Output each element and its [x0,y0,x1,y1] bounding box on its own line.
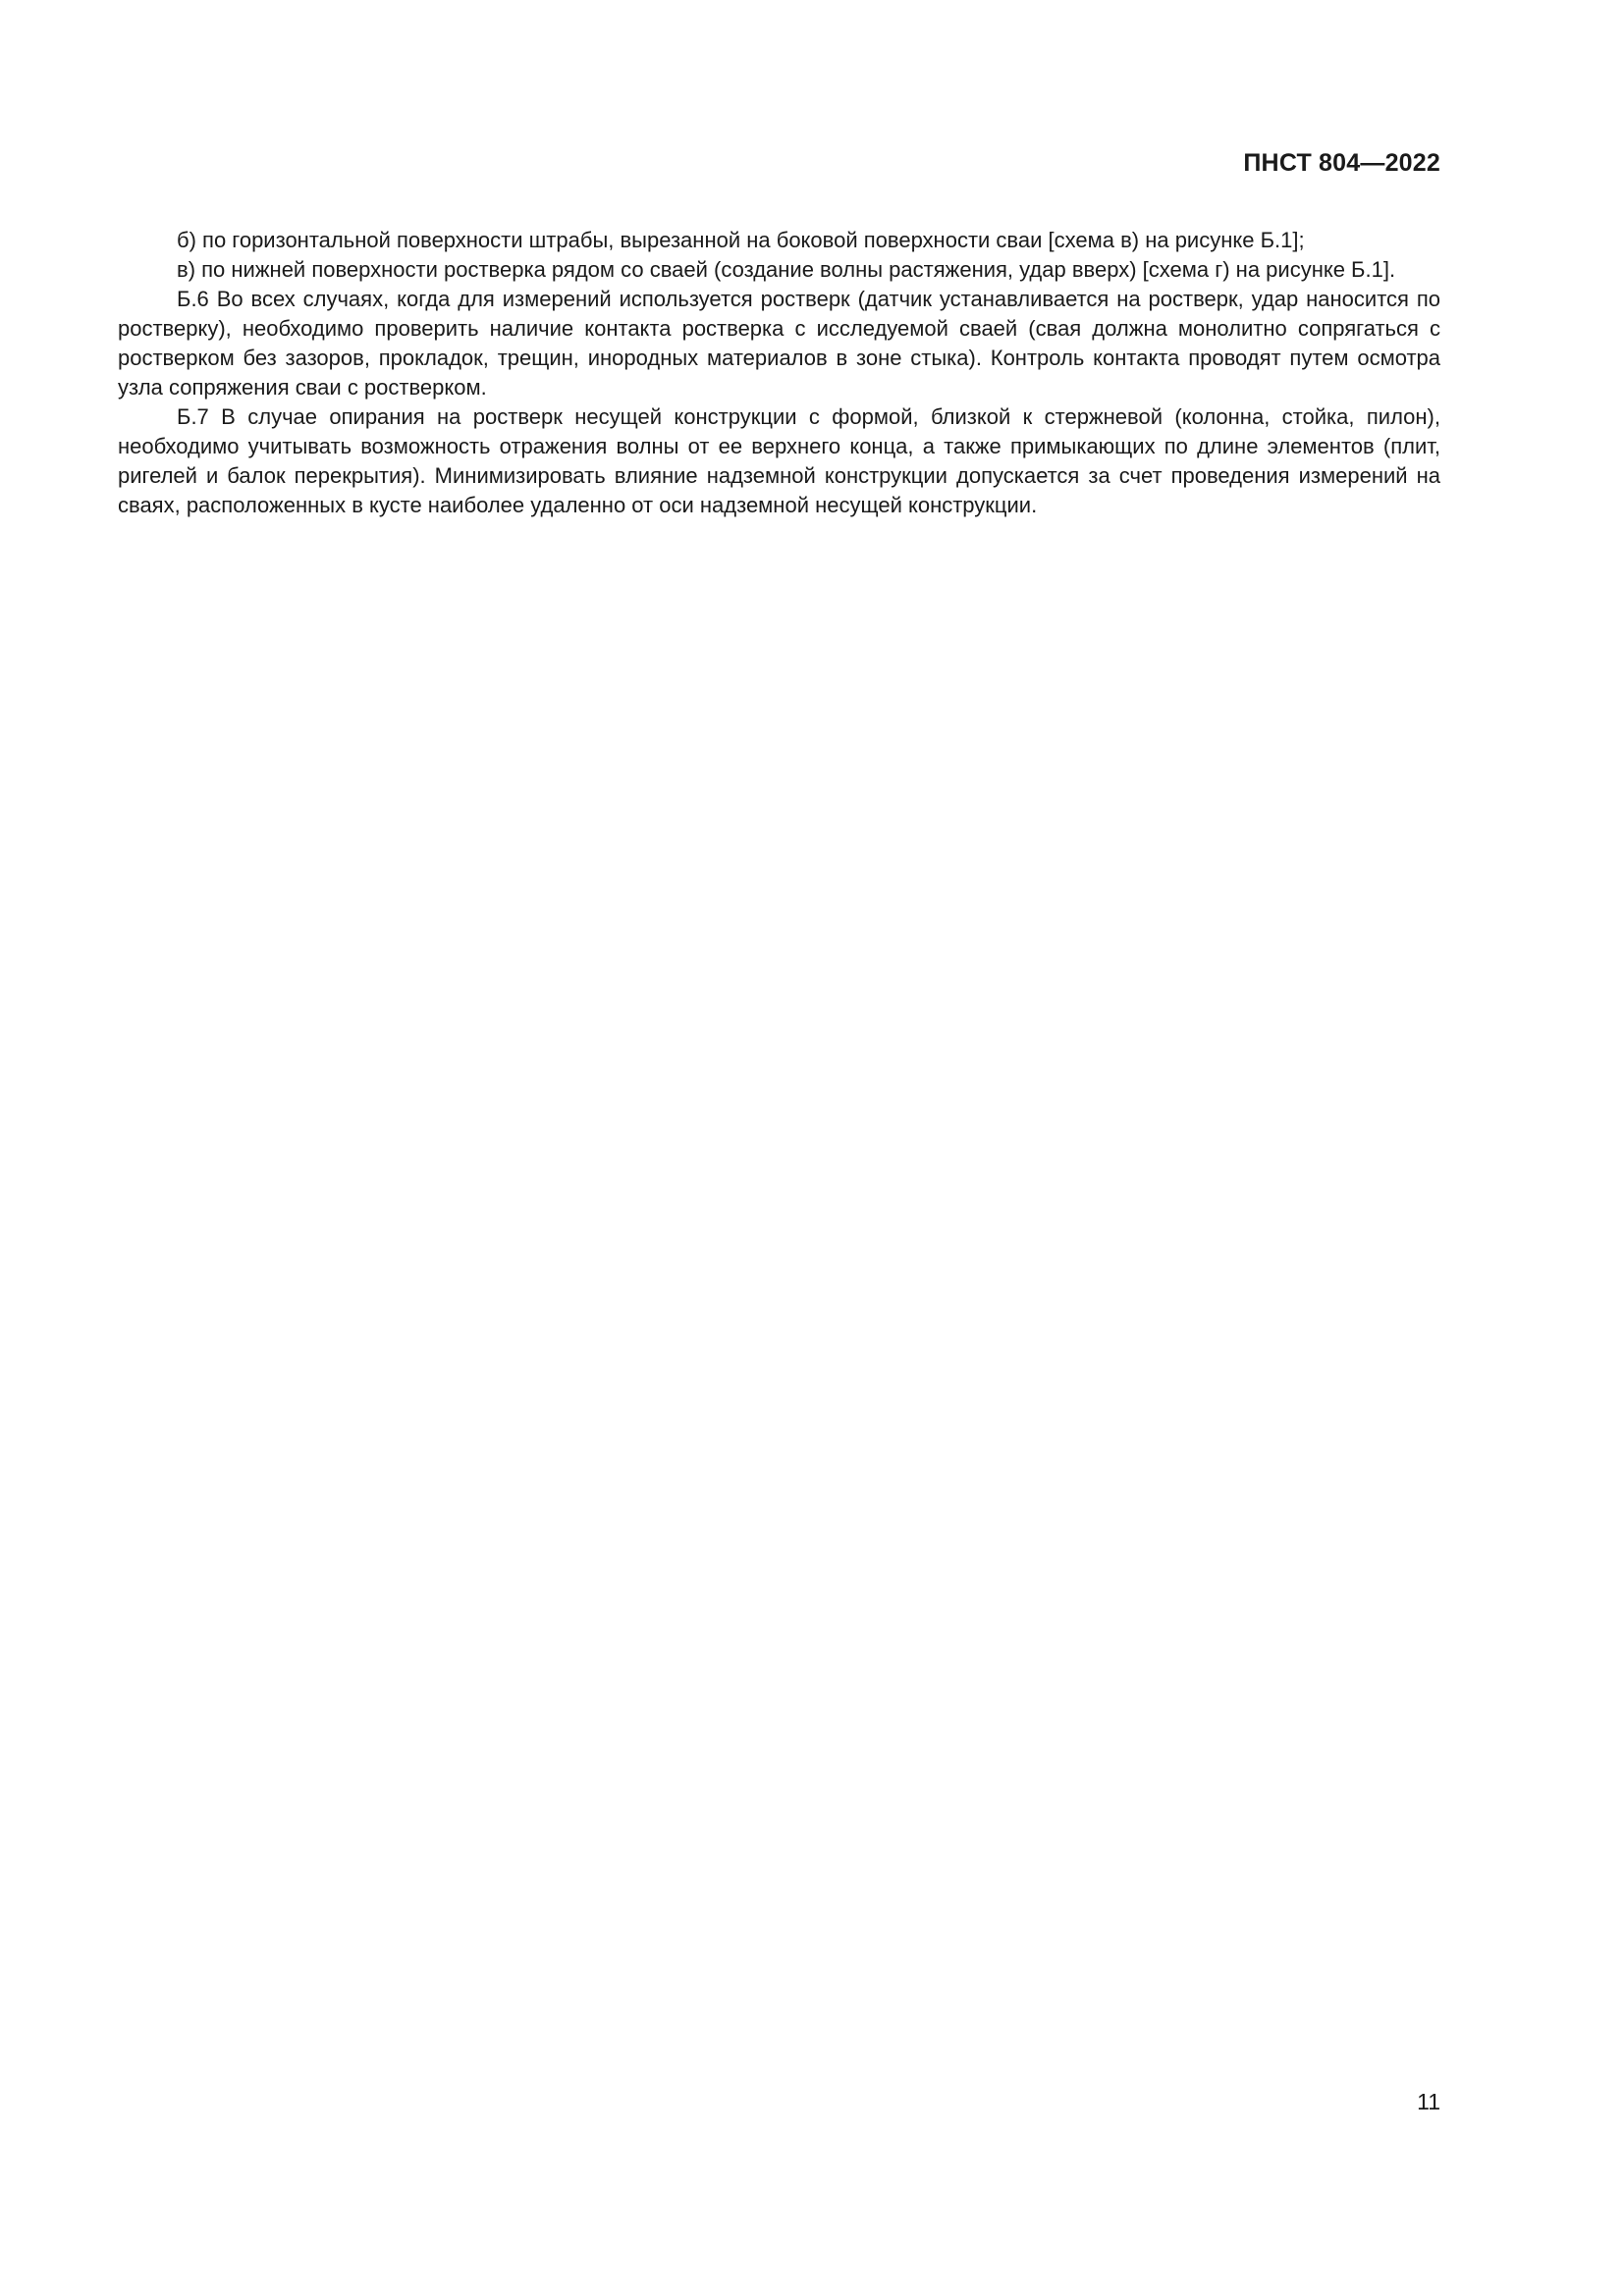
paragraph-b7: Б.7 В случае опирания на ростверк несущей конструкции с формой, близкой к стержневой (колонна, стойка, пилон), необходимо учитывать возможность отражения волны от ее верхнего конца, а также примыкающих по длине элементов (плит, ригелей и балок перекрытия). Минимизировать влияние надземной конструкции допускается за счет проведения измерений на сваях, расположенных в кусте наиболее удаленно от оси надземной несущей конструкции. [118,404,1440,517]
paragraph-b6: Б.6 Во всех случаях, когда для измерений используется ростверк (датчик устанавливается на ростверк, удар наносится по ростверку), необходимо проверить наличие контакта ростверка с исследуемой сваей (свая должна монолитно сопрягаться с ростверком без зазоров, прокладок, трещин, инородных материалов в зоне стыка). Контроль контакта проводят путем осмотра узла сопряжения сваи с ростверком. [118,287,1440,400]
page-number: 11 [1417,2089,1440,2114]
paragraph-b: б) по горизонтальной поверхности штрабы, вырезанной на боковой поверхности сваи [схема в) на рисунке Б.1]; [177,228,1305,252]
document-code: ПНСТ 804—2022 [1243,149,1440,177]
document-body [118,226,1440,520]
paragraph-v: в) по нижней поверхности ростверка рядом со сваей (создание волны растяжения, удар вверх) [схема г) на рисунке Б.1]. [177,257,1396,282]
